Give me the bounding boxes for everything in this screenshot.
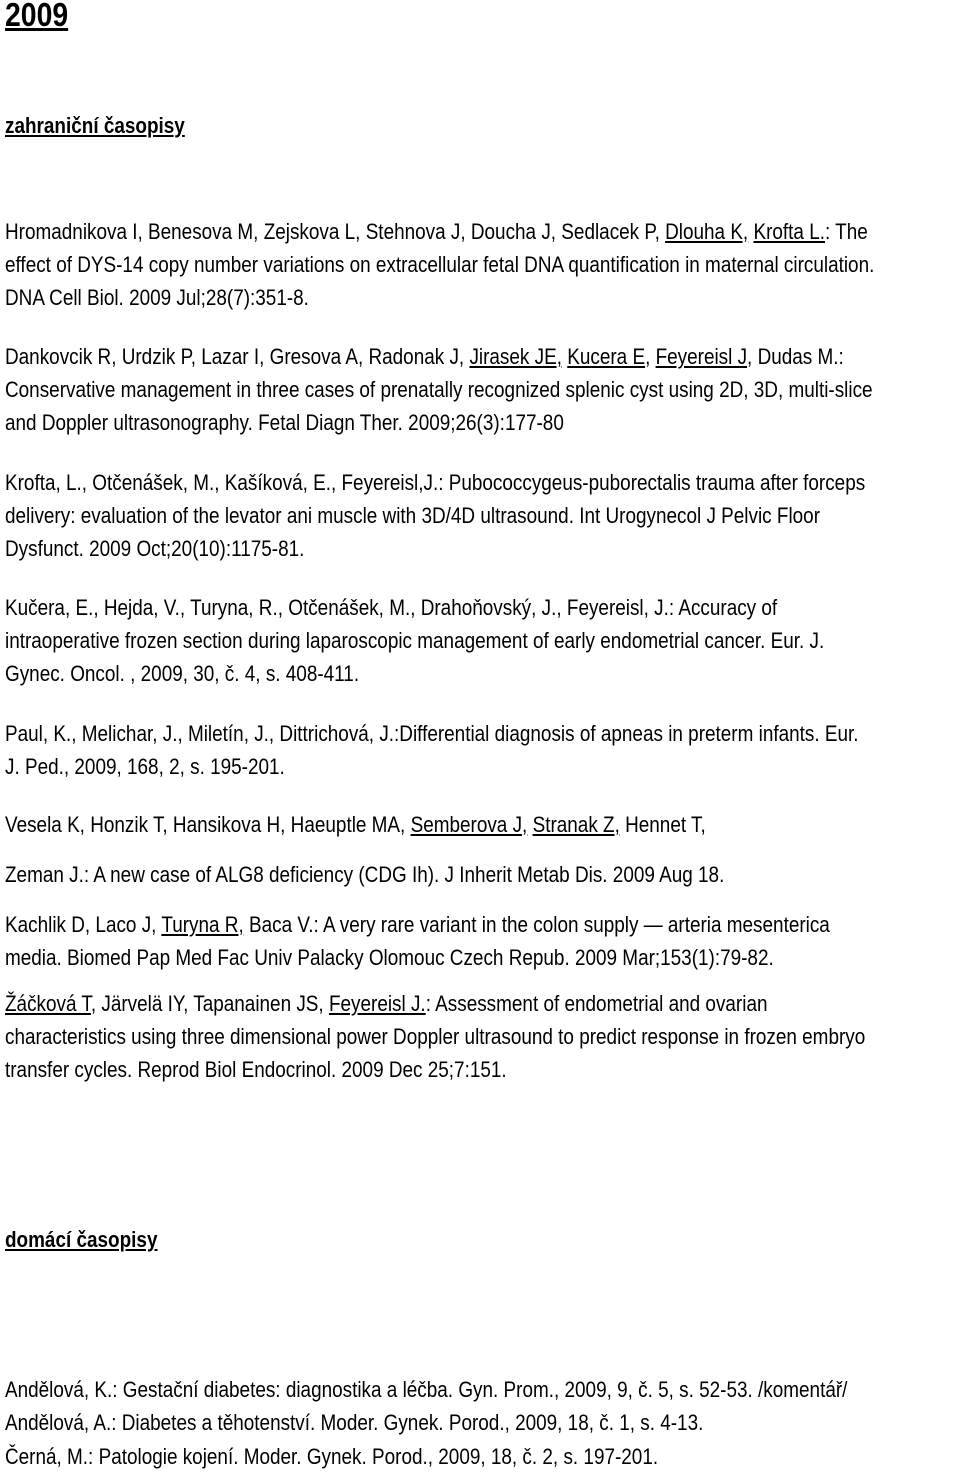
reference-text: DNA Cell Biol. 2009 Jul;28(7):351-8. (5, 285, 309, 310)
reference-line (5, 215, 874, 248)
reference-line (5, 1373, 847, 1406)
reference-text: characteristics using three dimensional power Doppler ultrasound to predict response in frozen embryo (5, 1024, 866, 1049)
reference-line (5, 1440, 658, 1473)
reference-text: Paul, K., Melichar, J., Miletín, J., Dittrichová, J.:Differential diagnosis of apneas in preterm infants. Eur. (5, 721, 859, 746)
reference-text: Zeman J.: A new case of ALG8 deficiency (CDG Ih). J Inherit Metab Dis. 2009 Aug 18. (5, 862, 725, 887)
reference-text: , Dudas M.: (747, 344, 844, 369)
reference-text: Dankovcik R, Urdzik P, Lazar I, Gresova A, Radonak J, (5, 344, 470, 369)
reference-line (5, 466, 865, 499)
underlined-author: Turyna R, (161, 912, 244, 937)
reference-line (5, 858, 724, 891)
reference-line (5, 657, 824, 690)
reference-text: Andělová, A.: Diabetes a těhotenství. Moder. Gynek. Porod., 2009, 18, č. 1, s. 4-13. (5, 1410, 704, 1435)
reference-line (5, 1053, 865, 1086)
reference-text: Andělová, K.: Gestační diabetes: diagnostika a léčba. Gyn. Prom., 2009, 9, č. 5, s. 52-53. /komentář/ (5, 1377, 848, 1402)
reference-text: media. Biomed Pap Med Fac Univ Palacky Olomouc Czech Repub. 2009 Mar;153(1):79-82. (5, 945, 774, 970)
reference-text: , Järvelä IY, Tapanainen JS, (90, 991, 329, 1016)
reference-line (5, 406, 873, 439)
reference-text: Černá, M.: Patologie kojení. Moder. Gynek. Porod., 2009, 18, č. 2, s. 197-201. (5, 1444, 659, 1469)
reference-entry (5, 987, 865, 1086)
reference-text: , (645, 344, 656, 369)
section-heading-domestic: domácí časopisy (5, 1227, 158, 1252)
reference-text: : The (824, 219, 868, 244)
reference-entry (5, 858, 724, 891)
reference-line (5, 941, 830, 974)
underlined-author: Semberova J, (410, 812, 528, 837)
underlined-author: Žáčková T (5, 991, 91, 1016)
reference-text: Hennet T, (619, 812, 706, 837)
reference-text: Vesela K, Honzik T, Hansikova H, Haeuptle MA, (5, 812, 411, 837)
reference-line (5, 808, 706, 841)
reference-entry (5, 1406, 703, 1439)
reference-line (5, 499, 865, 532)
reference-line (5, 281, 874, 314)
reference-text: Kachlik D, Laco J, (5, 912, 162, 937)
reference-text: effect of DYS-14 copy number variations on extracellular fetal DNA quantification in maternal circulation. (5, 252, 875, 277)
reference-text: intraoperative frozen section during laparoscopic management of early endometrial cancer. Eur. J. (5, 628, 825, 653)
reference-text: and Doppler ultrasonography. Fetal Diagn Ther. 2009;26(3):177-80 (5, 410, 564, 435)
reference-text: delivery: evaluation of the levator ani muscle with 3D/4D ultrasound. Int Urogynecol J Pelvic Floor (5, 503, 821, 528)
reference-text: : Assessment of endometrial and ovarian (425, 991, 768, 1016)
reference-text: Gynec. Oncol. , 2009, 30, č. 4, s. 408-411. (5, 661, 360, 686)
underlined-author: Feyereisl J (655, 344, 748, 369)
reference-entry (5, 1373, 847, 1406)
reference-text: Kučera, E., Hejda, V., Turyna, R., Otčenášek, M., Drahoňovský, J., Feyereisl, J.: Accuracy of (5, 595, 778, 620)
reference-line (5, 1020, 865, 1053)
underlined-author: Dlouha K, (665, 219, 749, 244)
underlined-author: Jirasek JE, (469, 344, 562, 369)
underlined-author: Stranak Z, (532, 812, 620, 837)
reference-line (5, 373, 873, 406)
reference-entry (5, 215, 874, 314)
reference-line (5, 750, 859, 783)
underlined-author: Krofta L. (753, 219, 825, 244)
reference-text: Dysfunct. 2009 Oct;20(10):1175-81. (5, 536, 305, 561)
reference-entry (5, 1440, 658, 1473)
reference-entry (5, 808, 706, 841)
reference-text: Krofta, L., Otčenášek, M., Kašíková, E., Feyereisl,J.: Pubococcygeus-puborectalis trauma after forceps (5, 470, 866, 495)
reference-line (5, 908, 830, 941)
reference-entry (5, 717, 859, 783)
underlined-author: Kucera E (567, 344, 646, 369)
reference-text: Conservative management in three cases of prenatally recognized splenic cyst using 2D, 3D, multi-slice (5, 377, 873, 402)
reference-entry (5, 908, 830, 974)
reference-text: J. Ped., 2009, 168, 2, s. 195-201. (5, 754, 285, 779)
reference-line (5, 624, 824, 657)
underlined-author: Feyereisl J. (328, 991, 426, 1016)
reference-line (5, 987, 865, 1020)
reference-line (5, 1406, 703, 1439)
section-heading-foreign: zahraniční časopisy (5, 113, 185, 138)
reference-entry (5, 340, 873, 439)
reference-line (5, 591, 824, 624)
reference-entry (5, 466, 865, 565)
reference-line (5, 340, 873, 373)
reference-line (5, 532, 865, 565)
reference-text: transfer cycles. Reprod Biol Endocrinol. 2009 Dec 25;7:151. (5, 1057, 507, 1082)
reference-entry (5, 591, 824, 690)
reference-line (5, 717, 859, 750)
reference-text: Hromadnikova I, Benesova M, Zejskova L, Stehnova J, Doucha J, Sedlacek P, (5, 219, 666, 244)
page-title-year: 2009 (5, 0, 69, 33)
reference-text: Baca V.: A very rare variant in the colon supply — arteria mesenterica (243, 912, 830, 937)
reference-line (5, 248, 874, 281)
